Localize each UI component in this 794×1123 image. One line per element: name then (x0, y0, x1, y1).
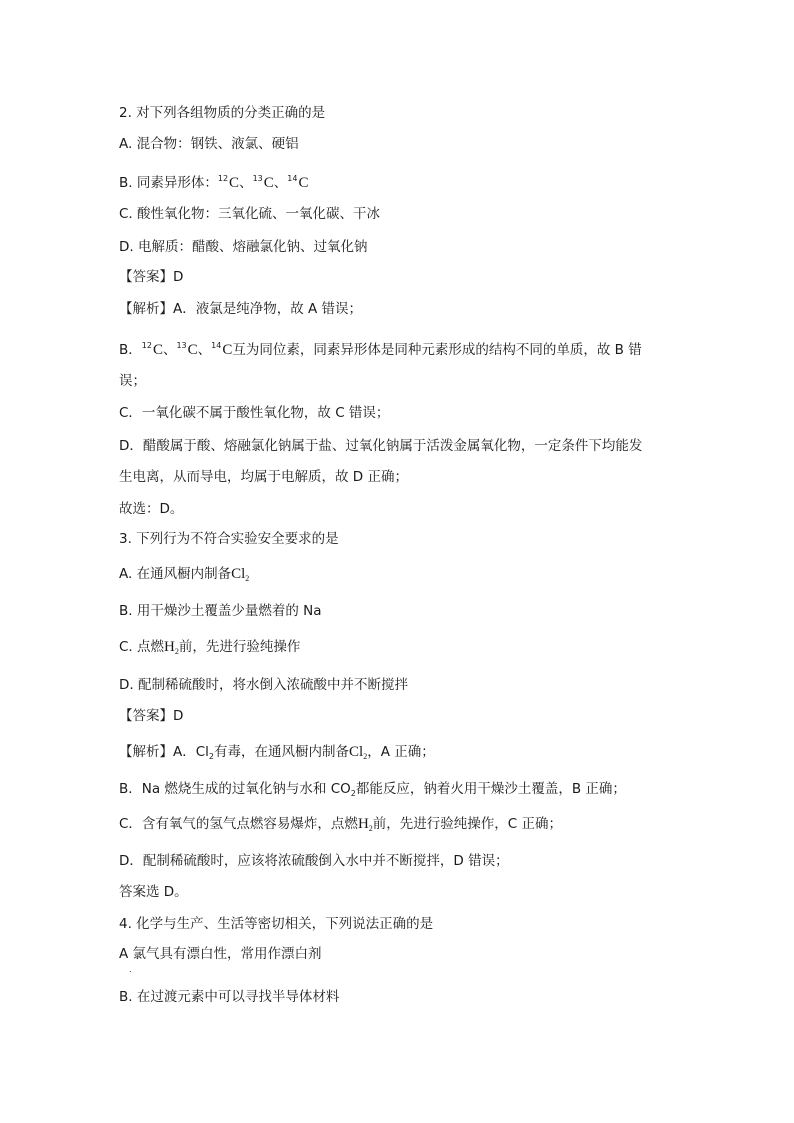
q2-option-b: B. 同素异形体：$^{12}$C、$^{13}$C、$^{14}$C (119, 174, 309, 191)
q3-explanation-a: 【解析】A．$Cl_2$有毒，在通风橱内制备$Cl_2$，A 正确； (119, 744, 435, 761)
q4-option-b: B. 在过渡元素中可以寻找半导体材料 (119, 989, 340, 1005)
q2-explanation-c: C．一氧化碳不属于酸性氧化物，故 C 错误； (119, 405, 390, 421)
q3-explanation-d: D．配制稀硫酸时，应该将浓硫酸倒入水中并不断搅拌，D 错误； (119, 853, 509, 869)
q3-option-a: A. 在通风橱内制备$Cl_2$ (119, 566, 250, 583)
q2-explanation-b: B．$^{12}$C、$^{13}$C、$^{14}$C互为同位素，同素异形体是同种元素形成的结构不同的单质，故 B 错 (119, 341, 642, 358)
isotope-c12: $^{12}$C (217, 174, 240, 191)
q3-explanation-c: C．含有氧气的氢气点燃容易爆炸，点燃$H_2$前，先进行验纯操作，C 正确； (119, 816, 562, 833)
q4-option-a: A 氯气具有漂白性，常用作漂白剂 (119, 946, 322, 962)
q2-answer: 【答案】D (119, 269, 184, 285)
q2-conclusion: 故选：D。 (119, 501, 184, 517)
isotope-c13: $^{13}$C (252, 174, 274, 191)
q2-option-a: A. 混合物：钢铁、液氯、硬铝 (119, 136, 299, 152)
question-2-stem: 2. 对下列各组物质的分类正确的是 (119, 105, 326, 121)
q3-answer: 【答案】D (119, 708, 184, 724)
q4-option-a-dot: . (129, 965, 132, 974)
q3-option-d: D. 配制稀硫酸时，将水倒入浓硫酸中并不断搅拌 (119, 677, 408, 693)
q2-explanation-d-line2: 生电离，从而导电，均属于电解质，故 D 正确； (119, 469, 408, 485)
q2-explanation-d-line1: D．醋酸属于酸、熔融氯化钠属于盐、过氧化钠属于活泼金属氧化物，一定条件下均能发 (119, 438, 643, 454)
q2-explanation-b-cont: 误； (119, 373, 146, 389)
question-3-stem: 3. 下列行为不符合实验安全要求的是 (119, 531, 339, 547)
isotope-c14: $^{14}$C (287, 174, 309, 191)
q3-conclusion: 答案选 D。 (119, 884, 188, 900)
question-4-stem: 4. 化学与生产、生活等密切相关，下列说法正确的是 (119, 916, 434, 932)
q2-option-c: C. 酸性氧化物：三氧化硫、一氧化碳、干冰 (119, 206, 381, 222)
q2-option-d: D. 电解质：醋酸、熔融氯化钠、过氧化钠 (119, 239, 368, 255)
hydrogen-formula: $H_2$ (164, 639, 179, 656)
q2-option-b-label: B. 同素异形体： (119, 175, 218, 191)
q3-explanation-b: B．Na 燃烧生成的过氧化钠与水和 $CO_2$都能反应，钠着火用干燥沙土覆盖，B 正确； (119, 781, 626, 798)
chlorine-formula: $Cl_2$ (231, 566, 250, 583)
q2-explanation-a: 【解析】A．液氯是纯净物，故 A 错误； (119, 301, 363, 317)
q3-option-b: B. 用干燥沙土覆盖少量燃着的 Na (119, 603, 322, 619)
q3-option-c: C. 点燃$H_2$前，先进行验纯操作 (119, 639, 301, 656)
